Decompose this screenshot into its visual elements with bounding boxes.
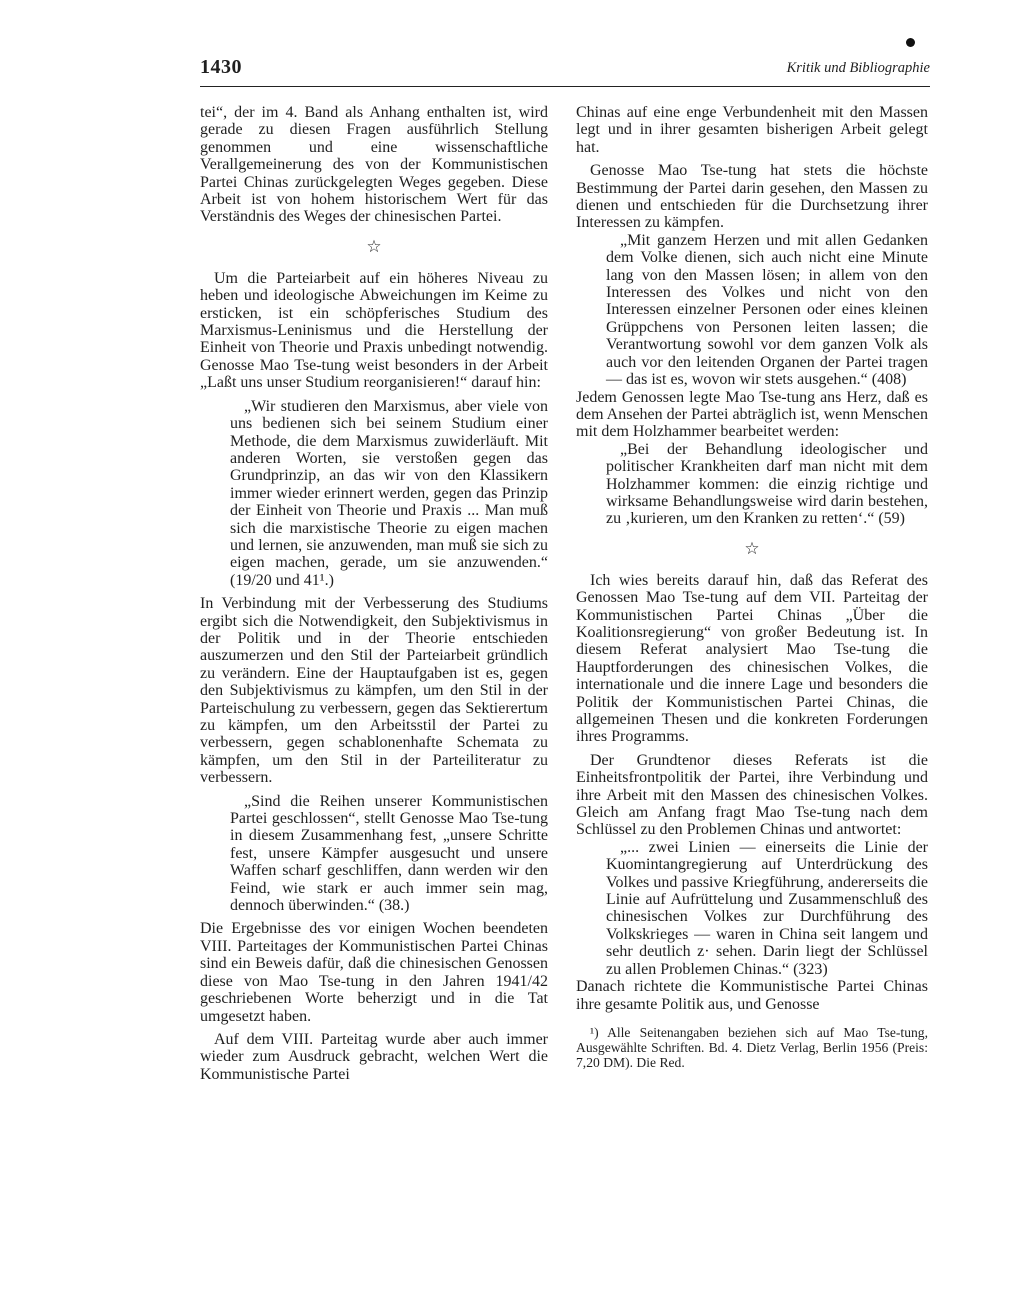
paragraph: Chinas auf eine enge Verbundenheit mit den Massen legt und in ihrer gesamten bisherigen Arbeit gelegt hat. (576, 104, 928, 156)
footnote: ¹) Alle Seitenangaben beziehen sich auf Mao Tse-tung, Ausgewählte Schriften. Bd. 4. Dietz Verlag, Berlin 1956 (Preis: 7,20 DM). Die Red. (576, 1024, 928, 1070)
paragraph: Der Grundtenor dieses Referats ist die Einheitsfrontpolitik der Partei, ihre Verbindung und ihre Arbeit mit den Massen des chinesischen Volkes. Gleich am Anfang fragt Mao Tse-tung nach dem Schlüssel zu den Problemen Chinas und antwortet: (576, 751, 928, 839)
paragraph: Auf dem VIII. Parteitag wurde aber auch immer wieder zum Ausdruck gebracht, welchen Wert die Kommunistische Partei (200, 1030, 548, 1083)
block-quote: „Bei der Behandlung ideologischer und politischer Krankheiten darf man nicht mit dem Holzhammer kommen: die einzig richtige und wirksame Behandlungsweise wird darin bestehen, zu ‚kurieren, um den Kranken zu retten‘.“ (59) (606, 440, 928, 528)
block-quote: „Wir studieren den Marxismus, aber viele von uns bedienen sich bei seinem Studium einer Methode, die dem Marxismus zuwiderläuft. Mit anderen Worten, sie verstoßen gegen das Grundprinzip, an das wir von den Klassikern immer wieder erinnert werden, gegen das Prinzip der Einheit von Theorie und Praxis ... Man muß sich die marxistische Theorie zu eigen machen und lernen, sie anzuwenden, man muß sie sich zu eigen machen, gerade, um sie anzuwenden.“ (19/20 und 41¹.) (230, 397, 548, 589)
star-separator-icon: ☆ (744, 538, 760, 558)
block-quote: „Mit ganzem Herzen und mit allen Gedanken dem Volke dienen, sich auch nicht eine Minute lang von den Massen lösen; in allem von den Interessen des Volkes und nicht von den Interessen einzelner Personen oder eines kleinen Grüppchens von Personen leiten lassen; die Verantwortung sowohl vor dem ganzen Volk als auch vor den leitenden Organen der Partei tragen — das ist es, wovon wir stets ausgehen.“ (408) (606, 231, 928, 389)
left-column (200, 104, 548, 1083)
paragraph: tei“, der im 4. Band als Anhang enthalten ist, wird gerade zu diesen Fragen ausführlich Stellung genommen und eine wissenschaftliche Verallgemeinerung des von der Kommunistischen Partei Chinas zurückgelegten Weges gegeben. Diese Arbeit ist von hohem historischem Wert für das Verständnis des Weges der chinesischen Partei. (200, 104, 548, 226)
page-header (200, 56, 930, 87)
paragraph: Die Ergebnisse des vor einigen Wochen beendeten VIII. Parteitages der Kommunistischen Partei Chinas sind ein Beweis dafür, daß die chinesischen Genossen diese von Mao Tse-tung in den Jahren 1941/42 geschriebenen Worte beherzigt und in die Tat umgesetzt haben. (200, 920, 548, 1025)
paragraph: Genosse Mao Tse-tung hat stets die höchste Bestimmung der Partei darin gesehen, den Massen zu dienen und entschieden für die Durchsetzung ihrer Interessen zu kämpfen. (576, 162, 928, 232)
right-column (576, 104, 928, 1070)
paragraph: Jedem Genossen legte Mao Tse-tung ans Herz, daß es dem Ansehen der Partei abträglich ist, wenn Menschen mit dem Holzhammer bearbeitet werden: (576, 388, 928, 441)
star-separator-icon: ☆ (366, 236, 382, 256)
block-quote: „... zwei Linien — einerseits die Linie der Kuomintangregierung auf Unterdrückung des Volkes und passive Kriegführung, andererseits die Linie auf Aufrüttelung und Zusammenschluß des chinesischen Volkes zur Durchführung des Volkskrieges — waren in China seit langem und sehr deutlich z· sehen. Darin liegt der Schlüssel zu allen Problemen Chinas.“ (323) (606, 838, 928, 978)
ink-dot (906, 38, 915, 47)
paragraph: In Verbindung mit der Verbesserung des Studiums ergibt sich die Notwendigkeit, den Subjektivismus in der Politik und in der Theorie entschieden auszumerzen und den Stil der Parteiarbeit gründlich zu verändern. Eine der Hauptaufgaben ist es, gegen den Subjektivismus zu kämpfen, um den Stil in der Parteischulung zu verbessern, gegen das Sektierertum zu kämpfen, um den Arbeitsstil der Partei zu verbessern, gegen schablonenhafte Schemata zu kämpfen, um den Stil in der Parteiliteratur zu verbessern. (200, 595, 548, 787)
paragraph: Um die Parteiarbeit auf ein höheres Niveau zu heben und ideologische Abweichungen im Keime zu ersticken, ist ein schöpferisches Studium des Marxismus-Leninismus und die Herstellung der Einheit von Theorie und Praxis unbedingt notwendig. Genosse Mao Tse-tung weist besonders in der Arbeit „Laßt uns unser Studium reorganisieren!“ darauf hin: (200, 269, 548, 392)
block-quote: „Sind die Reihen unserer Kommunistischen Partei geschlossen“, stellt Genosse Mao Tse-tung in diesem Zusammenhang fest, „unsere Schritte fest, unsere Kämpfer ausgesucht und unsere Waffen scharf geschliffen, dann werden wir den Feind, wie stark er auch immer sein mag, dennoch überwinden.“ (38.) (230, 792, 548, 915)
page-number: 1430 (200, 56, 242, 78)
running-title: Kritik und Bibliographie (786, 60, 930, 76)
paragraph: Danach richtete die Kommunistische Partei Chinas ihre gesamte Politik aus, und Genosse (576, 978, 928, 1013)
paragraph: Ich wies bereits darauf hin, daß das Referat des Genossen Mao Tse-tung auf dem VII. Parteitag der Kommunistischen Partei Chinas „Über die Koalitionsregierung“ von großer Bedeutung ist. In diesem Referat analysiert Mao Tse-tung die Hauptforderungen des chinesischen Volkes, die internationale und die innere Lage und besonders die Politik der Kommunistischen Partei Chinas, die allgemeinen Thesen und die konkreten Forderungen ihres Programms. (576, 571, 928, 746)
